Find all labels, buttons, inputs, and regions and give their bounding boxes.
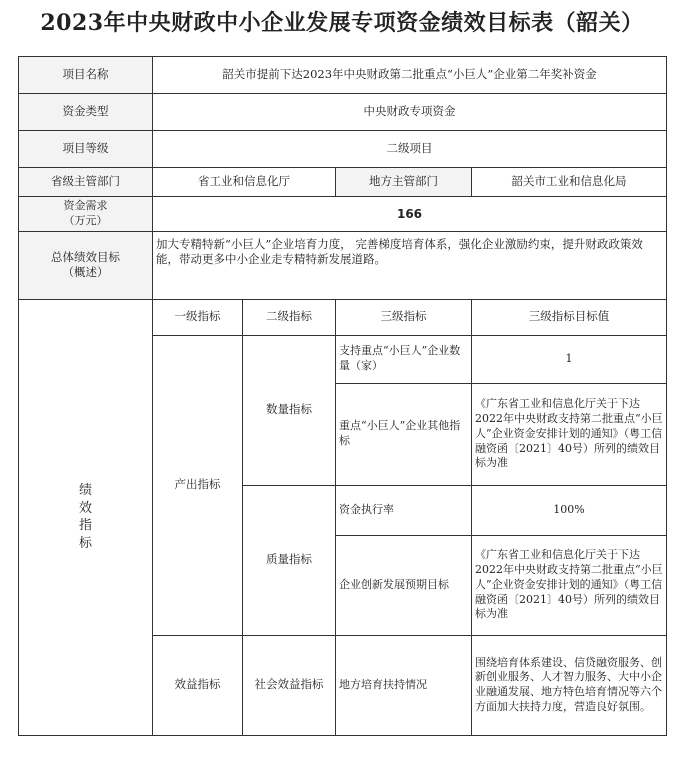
row-project-name <box>19 57 667 94</box>
page-title: 2023年中央财政中小企业发展专项资金绩效目标表（韶关） <box>40 10 644 36</box>
row-indicator-headers <box>19 299 667 335</box>
performance-indicators-label <box>19 299 153 735</box>
local-dept-value: 韶关市工业和信息化局 <box>472 168 667 197</box>
prov-dept-label: 省级主管部门 <box>19 168 153 197</box>
header-level3: 三级指标 <box>336 299 472 335</box>
section-char-1: 绩 <box>78 483 92 499</box>
project-name-label: 项目名称 <box>19 57 153 94</box>
fund-demand-label-line2: （万元） <box>63 213 108 227</box>
indicator-2-name: 重点“小巨人”企业其他指标 <box>336 383 472 485</box>
overall-goal-value: 加大专精特新“小巨人”企业培育力度， 完善梯度培育体系，强化企业激励约束，提升财政政策效能，带动更多中小企业走专精特新发展道路。 <box>153 231 667 299</box>
header-level1: 一级指标 <box>153 299 243 335</box>
header-level2: 二级指标 <box>243 299 336 335</box>
indicator-1-name: 支持重点“小巨人”企业数量（家） <box>336 335 472 383</box>
quality-indicator-label: 质量指标 <box>243 485 336 635</box>
fund-type-value: 中央财政专项资金 <box>153 94 667 131</box>
indicator-5-value: 围绕培育体系建设、信贷融资服务、创新创业服务、人才智力服务、大中小企业融通发展、地方特色培育情况等六个方面加大扶持力度，营造良好氛围。 <box>472 635 667 735</box>
indicator-3-name: 资金执行率 <box>336 485 472 535</box>
indicator-1-value: 1 <box>472 335 667 383</box>
output-indicator-label: 产出指标 <box>153 335 243 635</box>
benefit-indicator-label: 效益指标 <box>153 635 243 735</box>
section-char-3: 指 <box>78 518 92 534</box>
row-fund-type <box>19 94 667 131</box>
fund-type-label: 资金类型 <box>19 94 153 131</box>
indicator-5-name: 地方培育扶持情况 <box>336 635 472 735</box>
overall-goal-label-line2: （概述） <box>62 265 109 280</box>
section-char-4: 标 <box>78 535 92 551</box>
row-departments <box>19 168 667 197</box>
fund-demand-label <box>19 197 153 232</box>
indicator-4-value: 《广东省工业和信息化厅关于下达2022年中央财政支持第二批重点“小巨人”企业资金安排计划的通知》（粤工信融资函〔2021〕40号）所列的绩效目标为准 <box>472 535 667 635</box>
overall-goal-label <box>19 231 153 299</box>
section-char-2: 效 <box>78 500 92 516</box>
social-benefit-label: 社会效益指标 <box>243 635 336 735</box>
row-overall-goal <box>19 231 667 299</box>
indicator-3-value: 100% <box>472 485 667 535</box>
fund-demand-value: 166 <box>153 197 667 232</box>
project-level-value: 二级项目 <box>153 131 667 168</box>
row-fund-demand <box>19 197 667 232</box>
project-level-label: 项目等级 <box>19 131 153 168</box>
indicator-4-name: 企业创新发展预期目标 <box>336 535 472 635</box>
performance-table <box>18 56 667 736</box>
prov-dept-value: 省工业和信息化厅 <box>153 168 336 197</box>
fund-demand-label-line1: 资金需求 <box>63 199 108 212</box>
header-level3-target: 三级指标目标值 <box>472 299 667 335</box>
overall-goal-label-line1: 总体绩效目标 <box>51 249 120 264</box>
indicator-2-value: 《广东省工业和信息化厅关于下达2022年中央财政支持第二批重点“小巨人”企业资金安排计划的通知》（粤工信融资函〔2021〕40号）所列的绩效目标为准 <box>472 383 667 485</box>
project-name-value: 韶关市提前下达2023年中央财政第二批重点“小巨人”企业第二年奖补资金 <box>153 57 667 94</box>
quantity-indicator-label: 数量指标 <box>243 335 336 485</box>
row-project-level <box>19 131 667 168</box>
local-dept-label: 地方主管部门 <box>336 168 472 197</box>
